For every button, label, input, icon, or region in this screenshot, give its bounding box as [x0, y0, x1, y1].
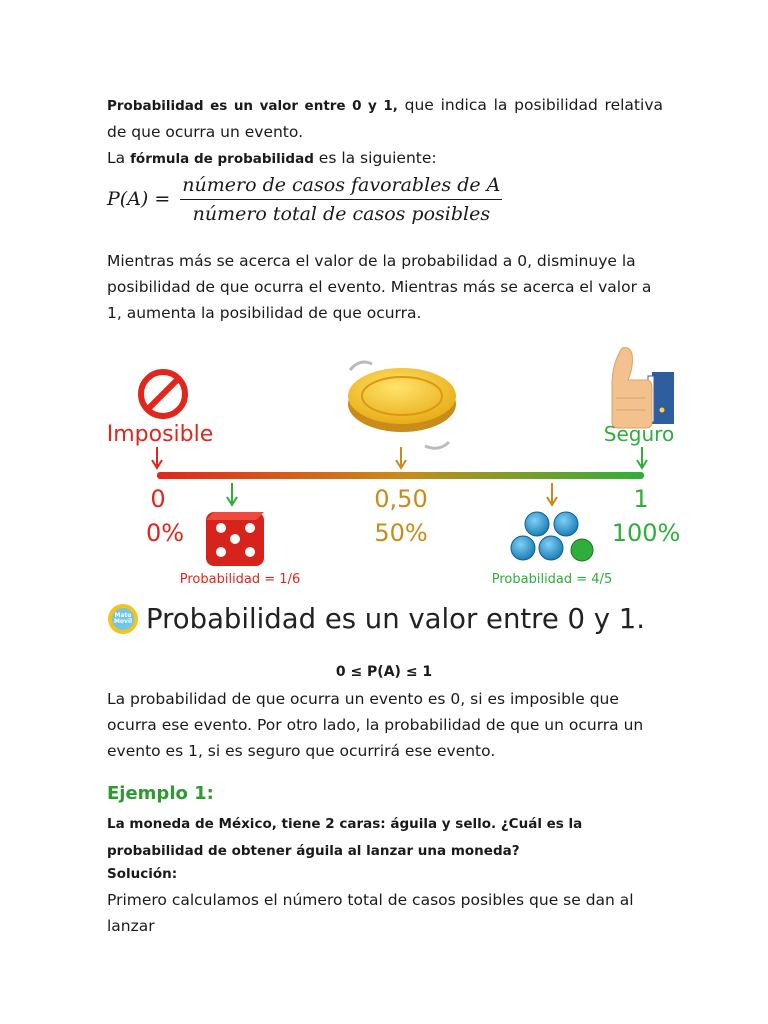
probability-formula [107, 168, 502, 230]
example-question: La moneda de México, tiene 2 caras: águila y sello. ¿Cuál es la probabilidad de obtener águila al lanzar una moneda? [107, 816, 583, 859]
scale-right-label: Seguro [603, 422, 675, 446]
forbidden-icon [141, 372, 185, 416]
example-title: Ejemplo 1: [107, 783, 214, 804]
paragraph-approach: Mientras más se acerca el valor de la probabilidad a 0, disminuye la posibilidad de que ocurra el evento. Mientras más se acerca el valor a 1, aumenta la posibilidad de que ocurra. [107, 252, 652, 322]
solution-block [107, 860, 663, 939]
headline-text: Probabilidad es un valor entre 0 y 1. [146, 603, 646, 635]
scale-percent-0: 0% [145, 519, 185, 547]
solution-label: Solución: [107, 866, 178, 882]
paragraph-extremes: La probabilidad de que ocurra un evento es 0, si es imposible que ocurra ese evento. Por otro lado, la probabilidad de que un ocurra un evento es 1, si es seguro que ocurrirá ese evento. [107, 690, 644, 760]
formula-fraction [180, 174, 502, 225]
intro-bold-lead: Probabilidad es un valor entre 0 y 1, [107, 98, 398, 114]
probability-scale-illustration [90, 340, 690, 590]
thumbs-up-icon [612, 348, 674, 428]
intro-paragraph [107, 92, 663, 172]
scale-percent-1: 100% [611, 519, 681, 547]
scale-percent-half: 50% [374, 519, 428, 547]
probability-bar [157, 472, 644, 479]
formula-intro-pre: La [107, 149, 131, 167]
intro-rest: que indica la posibilidad relativa de que ocurra un evento. [107, 96, 663, 141]
scale-value-1: 1 [633, 485, 649, 513]
probability-inequality: 0 ≤ P(A) ≤ 1 [335, 664, 433, 680]
scale-arrows-top [152, 447, 647, 468]
formula-intro-post: es la siguiente: [313, 149, 437, 167]
solution-start: Primero calculamos el número total de casos posibles que se dan al lanzar [107, 891, 634, 935]
scale-value-half: 0,50 [374, 485, 428, 513]
formula-lhs: P(A) = [107, 188, 171, 210]
logo-text: Mate Movil [112, 608, 134, 630]
coin-icon [348, 362, 456, 448]
scale-left-label: Imposible [106, 422, 214, 447]
balls-icon [511, 512, 593, 561]
formula-intro-bold: fórmula de probabilidad [130, 151, 314, 167]
formula-denominator: número total de casos posibles [192, 202, 491, 225]
formula-numerator: número de casos favorables de A [180, 174, 502, 200]
dice-caption: Probabilidad = 1/6 [179, 572, 301, 587]
dice-icon [206, 512, 264, 566]
scale-value-0: 0 [150, 485, 166, 513]
mate-movil-logo [108, 604, 138, 634]
headline [108, 598, 645, 640]
balls-caption: Probabilidad = 4/5 [491, 572, 613, 587]
